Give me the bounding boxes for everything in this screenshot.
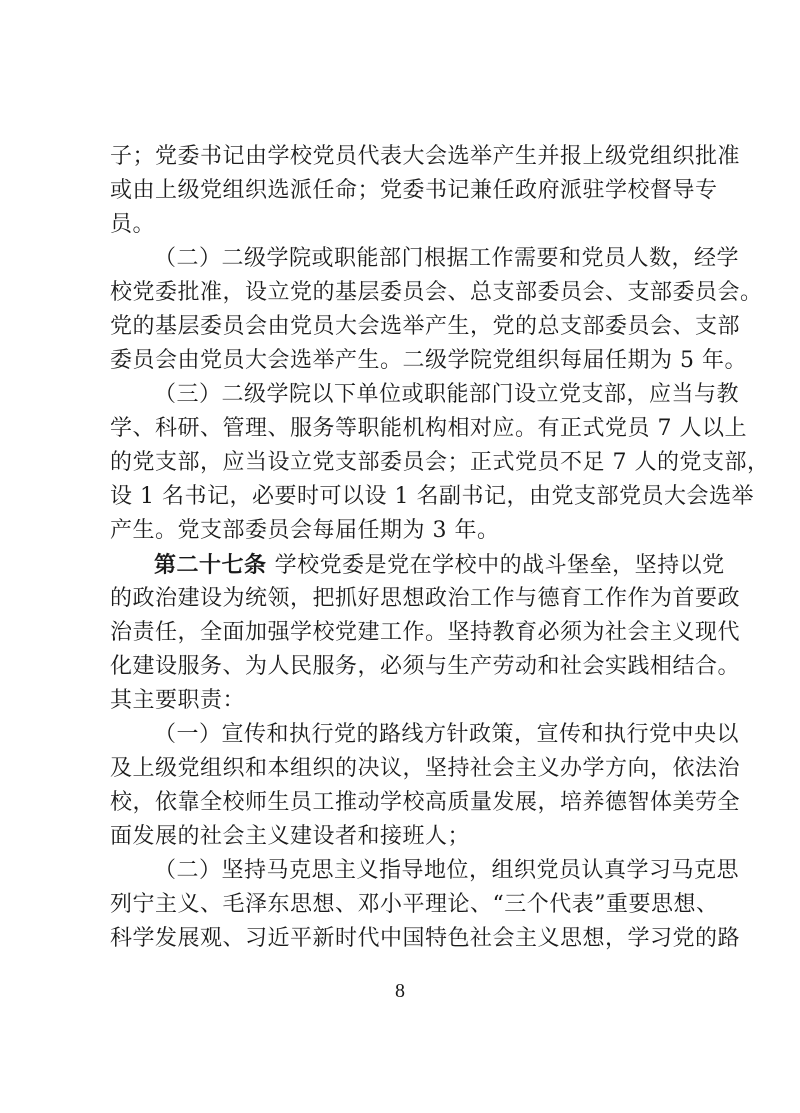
text-line-content: 委员会由党员大会选举产生。二级学院党组织每届任期为 5 年。 [110,348,747,373]
text-line [110,684,702,718]
text-line [110,514,702,548]
text-line-content: （一）宣传和执行党的路线方针政策，宣传和执行党中央以 [154,722,740,747]
text-line-content: 设 1 名书记，必要时可以设 1 名副书记，由党支部党员大会选举 [110,484,754,509]
text-line [110,922,741,956]
text-line-content: 学校党委是党在学校中的战斗堡垒，坚持以党 [274,553,725,578]
text-line [110,650,741,684]
text-line-content: （二）坚持马克思主义指导地位，组织党员认真学习马克思 [154,858,740,883]
text-line [110,412,747,446]
text-line [110,378,740,412]
text-line [110,480,754,514]
text-line-content: 的党支部，应当设立党支部委员会；正式党员不足 7 人的党支部， [110,450,770,475]
text-line [110,548,725,582]
text-line [110,242,740,276]
text-line [110,786,741,820]
body-text [110,140,770,956]
article-heading: 第二十七条 [154,552,275,578]
text-line [110,888,719,922]
text-line-content: 校党委批准，设立党的基层委员会、总支部委员会、支部委员会。 [110,280,763,305]
text-line [110,276,763,310]
text-line [110,344,747,378]
text-line [110,446,770,480]
text-line-content: 列宁主义、毛泽东思想、邓小平理论、“三个代表”重要思想、 [110,892,719,917]
text-line [110,718,740,752]
text-line [110,582,741,616]
text-line-content: 学、科研、管理、服务等职能机构相对应。有正式党员 7 人以上 [110,416,747,441]
text-line [110,616,741,650]
page-number: 8 [395,980,405,1002]
text-line [110,752,741,786]
text-line-content: （三）二级学院以下单位或职能部门设立党支部，应当与教 [154,382,740,407]
text-line-content: 的政治建设为统领，把抓好思想政治工作与德育工作作为首要政 [110,586,741,611]
text-line [110,208,702,242]
text-line-content: （二）二级学院或职能部门根据工作需要和党员人数，经学 [154,246,740,271]
text-line-content: 化建设服务、为人民服务，必须与生产劳动和社会实践相结合。 [110,654,741,679]
text-line [110,310,741,344]
text-line [110,854,740,888]
text-line [110,140,741,174]
text-line [110,174,718,208]
text-line-content: 治责任，全面加强学校党建工作。坚持教育必须为社会主义现代 [110,620,741,645]
text-line-content: 党的基层委员会由党员大会选举产生，党的总支部委员会、支部 [110,314,741,339]
text-line [110,820,702,854]
text-line-content: 子；党委书记由学校党员代表大会选举产生并报上级党组织批准 [110,144,741,169]
text-line-content: 其主要职责： [110,688,246,713]
text-line-content: 员。 [110,212,156,237]
text-line-content: 及上级党组织和本组织的决议，坚持社会主义办学方向，依法治 [110,756,741,781]
text-line-content: 产生。党支部委员会每届任期为 3 年。 [110,518,500,543]
text-line-content: 校，依靠全校师生员工推动学校高质量发展，培养德智体美劳全 [110,790,741,815]
text-line-content: 或由上级党组织选派任命；党委书记兼任政府派驻学校督导专 [110,178,718,203]
text-line-content: 面发展的社会主义建设者和接班人； [110,824,471,849]
text-line-content: 科学发展观、习近平新时代中国特色社会主义思想，学习党的路 [110,926,741,951]
